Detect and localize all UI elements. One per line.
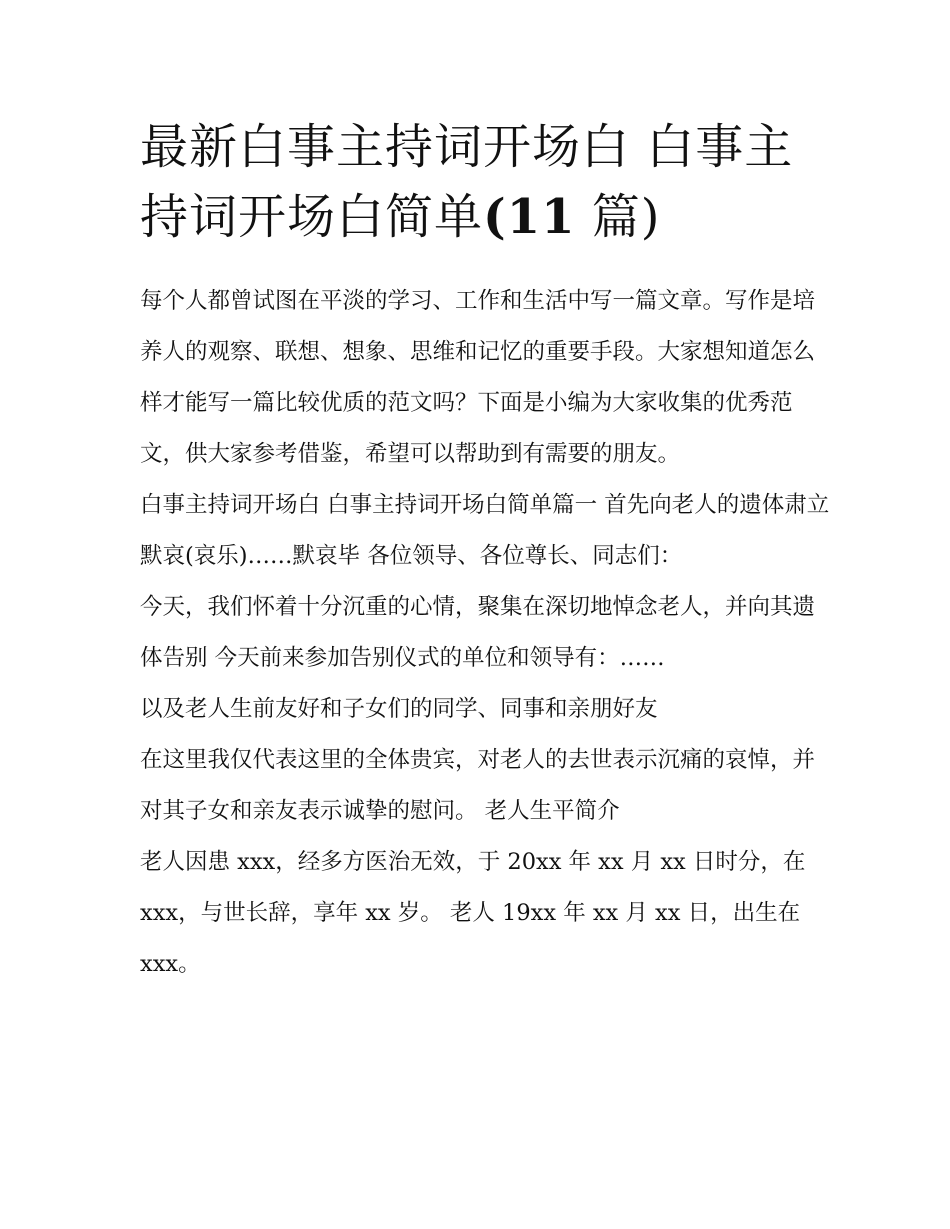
paragraph-intro: 每个人都曾试图在平淡的学习、工作和生活中写一篇文章。写作是培养人的观察、联想、想象、思维和记忆的重要手段。大家想知道怎么样才能写一篇比较优质的范文吗？下面是小编为大家收集的优秀范文，供大家参考借鉴，希望可以帮助到有需要的朋友。 (140, 288, 816, 467)
title-count: (11 (483, 189, 576, 245)
title-suffix: 篇) (575, 189, 661, 245)
paragraph-today: 今天，我们怀着十分沉重的心情，聚集在深切地悼念老人，并向其遗体告别 今天前来参加告别仪式的单位和领导有：…… (140, 594, 816, 671)
paragraph-biography: 老人因患 xxx，经多方医治无效，于 20xx 年 xx 月 xx 日时分，在 xxx，与世长辞，享年 xx 岁。 老人 19xx 年 xx 月 xx 日，出生在 xxx。 (140, 849, 806, 977)
paragraph-opening: 白事主持词开场白 白事主持词开场白简单篇一 首先向老人的遗体肃立默哀(哀乐)……默哀毕 各位领导、各位尊长、同志们： (140, 492, 830, 569)
document-body (140, 276, 830, 990)
document-title (140, 112, 830, 252)
paragraph-friends: 以及老人生前友好和子女们的同学、同事和亲朋好友 (140, 696, 658, 722)
title-text: 最新白事主持词开场白 白事主持词开场白简单 (140, 119, 794, 245)
paragraph-condolence: 在这里我仅代表这里的全体贵宾，对老人的去世表示沉痛的哀悼，并对其子女和亲友表示诚挚的慰问。 老人生平简介 (140, 747, 816, 824)
